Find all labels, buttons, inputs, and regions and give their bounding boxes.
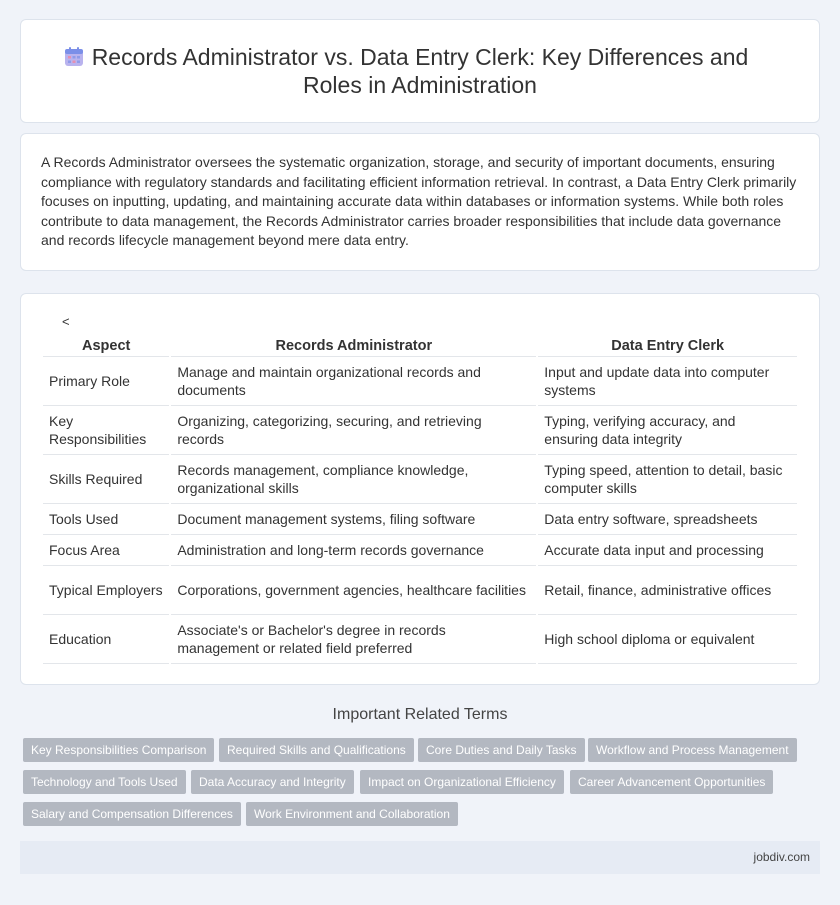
cell-aspect: Focus Area (43, 535, 169, 566)
cell-records-administrator: Document management systems, filing software (171, 504, 536, 535)
tag-link[interactable]: Work Environment and Collaboration (246, 802, 458, 826)
table-row (43, 406, 797, 455)
header-records-administrator: Records Administrator (171, 332, 536, 357)
tag-link[interactable]: Career Advancement Opportunities (570, 770, 773, 794)
cell-records-administrator: Corporations, government agencies, healthcare facilities (171, 566, 536, 615)
tag-link[interactable]: Impact on Organizational Efficiency (360, 770, 564, 794)
cell-data-entry-clerk: High school diploma or equivalent (538, 615, 797, 664)
cell-aspect: Typical Employers (43, 566, 169, 615)
tag-link[interactable]: Technology and Tools Used (23, 770, 186, 794)
tag-link[interactable]: Core Duties and Daily Tasks (418, 738, 585, 762)
table-row (43, 455, 797, 504)
cell-data-entry-clerk: Typing speed, attention to detail, basic computer skills (538, 455, 797, 504)
tag-link[interactable]: Workflow and Process Management (588, 738, 797, 762)
cell-aspect: Tools Used (43, 504, 169, 535)
related-terms-title: Important Related Terms (332, 706, 508, 723)
cell-aspect: Key Responsibilities (43, 406, 169, 455)
cell-records-administrator: Manage and maintain organizational records and documents (171, 357, 536, 406)
cell-aspect: Primary Role (43, 357, 169, 406)
intro-paragraph: A Records Administrator oversees the systematic organization, storage, and security of important documents, ensuring compliance with regulatory standards and facilitating efficient information retrieval. In contrast, a Data Entry Clerk primarily focuses on inputting, updating, and maintaining accurate data within databases or information systems. While both roles contribute to data management, the Records Administrator carries broader responsibilities that include data governance and records lifecycle management beyond mere data entry. (41, 154, 797, 249)
header-data-entry-clerk: Data Entry Clerk (538, 332, 797, 357)
table-row (43, 535, 797, 566)
header-aspect: Aspect (43, 332, 169, 357)
table-row (43, 504, 797, 535)
cell-records-administrator: Administration and long-term records governance (171, 535, 536, 566)
comparison-card (20, 293, 820, 685)
page-title: Records Administrator vs. Data Entry Clerk: Key Differences and Roles in Administration (91, 44, 749, 98)
footer (20, 841, 820, 874)
table-header-row (43, 332, 797, 357)
cell-data-entry-clerk: Input and update data into computer systems (538, 357, 797, 406)
tag-link[interactable]: Salary and Compensation Differences (23, 802, 241, 826)
cell-records-administrator: Associate's or Bachelor's degree in records management or related field preferred (171, 615, 536, 664)
cell-data-entry-clerk: Data entry software, spreadsheets (538, 504, 797, 535)
table-row (43, 566, 797, 615)
cell-aspect: Education (43, 615, 169, 664)
stray-character: < (62, 314, 70, 329)
tag-link[interactable]: Key Responsibilities Comparison (23, 738, 214, 762)
intro-card (20, 133, 820, 271)
comparison-table (41, 332, 799, 664)
cell-data-entry-clerk: Retail, finance, administrative offices (538, 566, 797, 615)
table-row (43, 357, 797, 406)
cell-data-entry-clerk: Typing, verifying accuracy, and ensuring data integrity (538, 406, 797, 455)
header-card (20, 19, 820, 123)
cell-aspect: Skills Required (43, 455, 169, 504)
table-row (43, 615, 797, 664)
cell-records-administrator: Records management, compliance knowledge, organizational skills (171, 455, 536, 504)
tag-link[interactable]: Data Accuracy and Integrity (191, 770, 354, 794)
tag-link[interactable]: Required Skills and Qualifications (219, 738, 414, 762)
cell-data-entry-clerk: Accurate data input and processing (538, 535, 797, 566)
cell-records-administrator: Organizing, categorizing, securing, and retrieving records (171, 406, 536, 455)
footer-site-link[interactable]: jobdiv.com (753, 850, 810, 864)
